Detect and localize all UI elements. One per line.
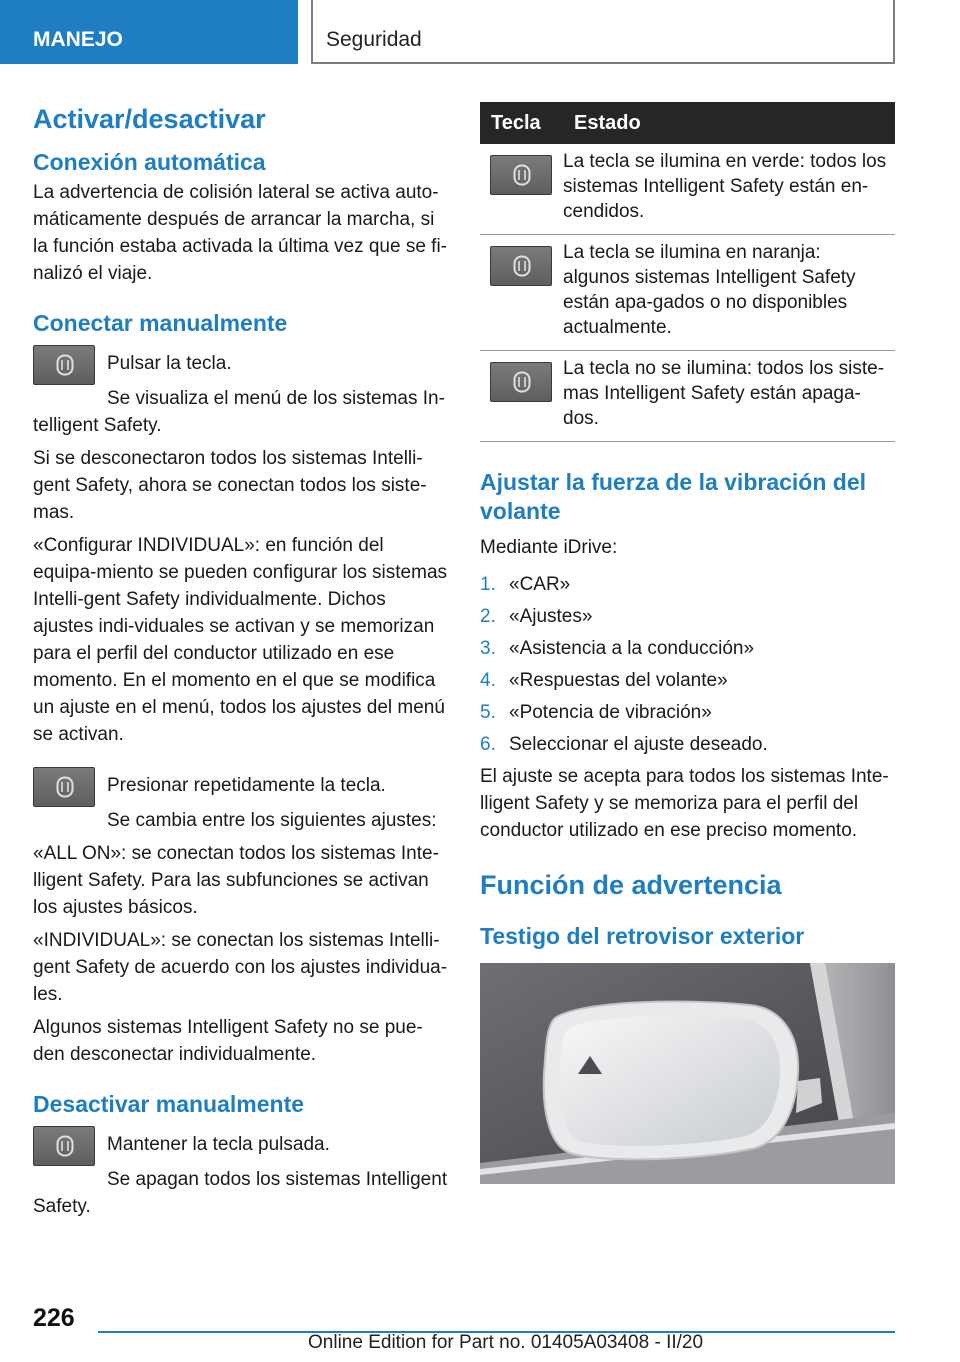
state-text: La tecla se ilumina en naranja: algunos sistemas Intelligent Safety están apa-gados o no disponibles actualmente. (563, 235, 895, 351)
setting-accepted-note: El ajuste se acepta para todos los sistemas Inte-lligent Safety y se memoriza para el perfil del conductor utilizado en ese preciso momento. (480, 766, 889, 841)
left-column (33, 100, 448, 1220)
table-header-row (480, 102, 895, 144)
all-on-note: «ALL ON»: se conectan todos los sistemas Inte-lligent Safety. Para las subfunciones se activan los ajustes básicos. (33, 843, 439, 918)
steps-list (480, 569, 895, 761)
heading-warning-function: Función de advertencia (480, 870, 782, 900)
individual-config-note: «Configurar INDIVIDUAL»: en función del equipa-miento se pueden configurar los sistemas Intelli-gent Safety individualmente. Dichos ajustes indi-viduales se activan y se memorizan para el perfil del conductor utilizado en ese momento. En el momento en el que se modifica un ajuste en el menú, todos los ajustes del menú se activan. (33, 535, 448, 745)
side-mirror-warning-image (480, 963, 895, 1184)
heading-manual-connect: Conectar manualmente (33, 310, 288, 336)
section-label: MANEJO (33, 28, 123, 51)
list-item: 5. «Potencia de vibración» (480, 702, 712, 723)
page-title: Activar/desactivar (33, 104, 266, 134)
press-repeatedly-block (33, 764, 448, 834)
manual-connect-result: Se visualiza el menú de los sistemas In-telligent Safety. (33, 388, 445, 436)
edition-note: Online Edition for Part no. 01405A03408 - II/20 (308, 1332, 704, 1353)
manual-disconnect-step: Mantener la tecla pulsada. (107, 1134, 330, 1155)
intelligent-safety-key-icon (490, 155, 552, 195)
list-item: 4. «Respuestas del volante» (480, 670, 728, 691)
heading-vibration: Ajustar la fuerza de la vibración del volante (480, 469, 867, 524)
table-row (480, 235, 895, 351)
list-item: 6. Seleccionar el ajuste deseado. (480, 734, 768, 755)
table-row (480, 144, 895, 235)
page-number: 226 (33, 1304, 75, 1332)
manual-disconnect-block (33, 1123, 448, 1220)
manual-connect-note: Si se desconectaron todos los sistemas Intelli-gent Safety, ahora se conectan todos los siste-mas. (33, 448, 427, 523)
heading-manual-disconnect: Desactivar manualmente (33, 1091, 305, 1117)
list-item: 1. «CAR» (480, 574, 571, 595)
table-row (480, 351, 895, 442)
right-column (480, 100, 895, 1184)
press-repeatedly-step: Presionar repetidamente la tecla. (107, 775, 386, 796)
intelligent-safety-key-icon (490, 362, 552, 402)
idrive-intro: Mediante iDrive: (480, 537, 618, 558)
manual-disconnect-result: Se apagan todos los sistemas Intelligent Safety. (33, 1169, 448, 1217)
auto-connect-text: La advertencia de colisión lateral se activa auto-máticamente después de arrancar la marcha, si la función estaba activada la última vez que se fi-nalizó el viaje. (33, 182, 448, 284)
section-tab (0, 0, 298, 64)
intelligent-safety-key-icon (33, 345, 95, 385)
list-item: 3. «Asistencia a la conducción» (480, 638, 755, 659)
heading-auto-connect: Conexión automática (33, 149, 266, 175)
not-disconnectable-note: Algunos sistemas Intelligent Safety no se pue-den desconectar individualmente. (33, 1017, 423, 1065)
state-text: La tecla no se ilumina: todos los siste-mas Intelligent Safety están apaga-dos. (563, 351, 895, 442)
key-state-table (480, 102, 895, 442)
table-header-key: Tecla (480, 102, 563, 144)
intelligent-safety-key-icon (33, 1126, 95, 1166)
chapter-label: Seguridad (326, 28, 422, 51)
chapter-header (311, 0, 895, 64)
table-header-state: Estado (563, 102, 895, 144)
individual-note: «INDIVIDUAL»: se conectan los sistemas Intelli-gent Safety de acuerdo con los ajustes individua-les. (33, 930, 448, 1005)
state-text: La tecla se ilumina en verde: todos los sistemas Intelligent Safety están en-cendidos. (563, 144, 895, 235)
heading-mirror-indicator: Testigo del retrovisor exterior (480, 923, 805, 949)
press-repeatedly-result: Se cambia entre los siguientes ajustes: (107, 810, 437, 831)
list-item: 2. «Ajustes» (480, 606, 593, 627)
manual-connect-block (33, 342, 448, 439)
intelligent-safety-key-icon (33, 767, 95, 807)
intelligent-safety-key-icon (490, 246, 552, 286)
manual-connect-step: Pulsar la tecla. (107, 353, 232, 374)
